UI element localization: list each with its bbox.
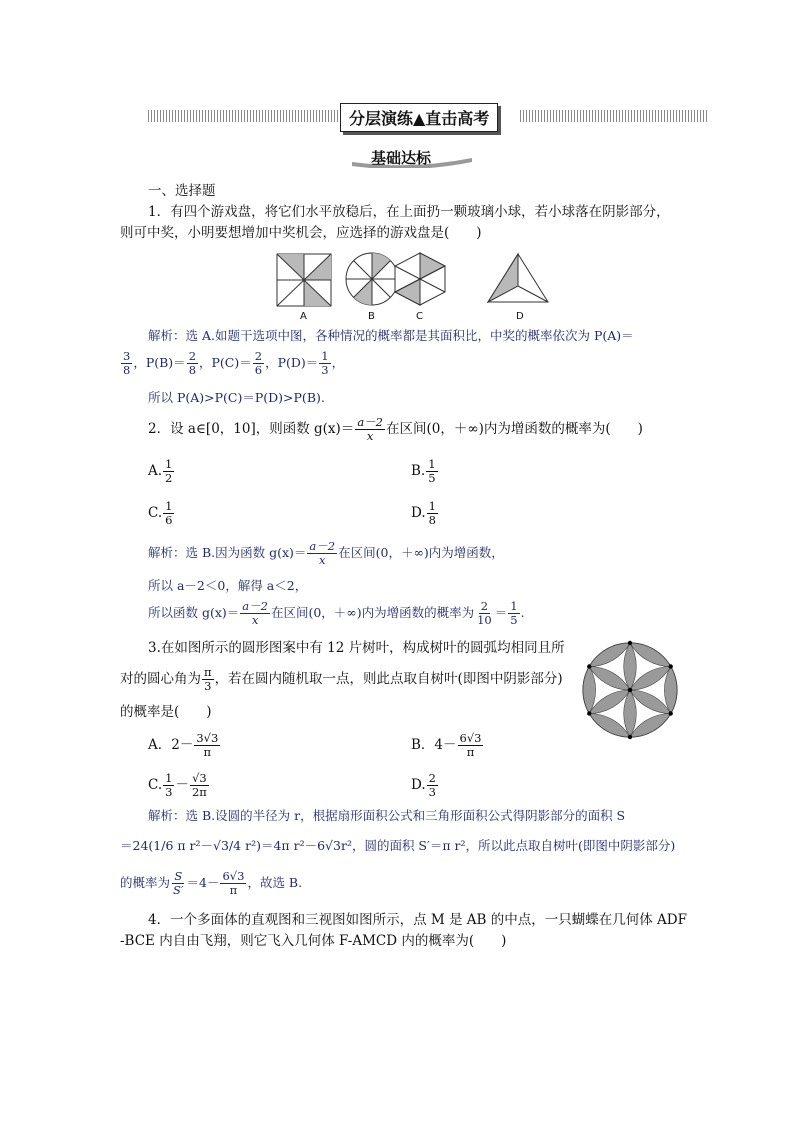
q2-solution-line2: 所以 a－2＜0，解得 a＜2， [148,578,308,593]
q2-option-c: C. $\frac{1}{6}$ [148,499,173,527]
vertex-dot [587,711,591,715]
q2-option-a: A. $\frac{1}{2}$ [148,457,173,485]
q2-solution-line1: 解析：选 B.因为函数 g(x)＝ $\frac{a-2}{x}$ 在区间(0，＋∞)内为增函数， [148,539,504,567]
vertex-dot [587,664,591,668]
board-d [488,254,548,302]
leaf-circle [580,640,680,740]
section-banner: 分层演练▲直击高考 [340,103,498,132]
q1-label-d: D [516,311,524,322]
game-boards [270,250,560,320]
subtitle: 基础达标 [371,149,432,167]
q1-label-c: C [416,311,423,322]
vertex-dot [628,641,632,645]
board-a [277,254,331,306]
q1-solution-line2: $\frac{3}{8}$ ，P(B)＝ $\frac{2}{8}$ ，P(C)＝ $\frac{2}{6}$ ，P(D)＝ $\frac{1}{3}$ ， [123,349,345,377]
q3-line3: 的概率是( ) [120,704,212,720]
q3-solution-line2: ＝24(1/6 π r²－√3/4 r²)＝4π r²－6√3r²，圆的面积 S′＝π r²，所以此点取自树叶(即图中阴影部分) [120,838,676,853]
q3-leaf-figure [580,640,680,740]
section-heading: 一、选择题 [148,183,216,199]
q1-figure [270,250,560,320]
vertex-dot [669,711,673,715]
q1-label-b: B [368,311,375,322]
board-c [395,253,445,305]
q3-option-a: A．2－ $\frac{3√3}{\pi}$ [148,731,219,759]
q3-option-c: C. $\frac{1}{3}$ － $\frac{√3}{2\pi}$ [148,771,207,799]
q2-option-d: D. $\frac{1}{8}$ [411,499,436,527]
q3-option-b: B．4－ $\frac{6√3}{\pi}$ [411,731,482,759]
q3-option-d: D. $\frac{2}{3}$ [411,771,436,799]
q2-solution-line3: 所以函数 g(x)＝ $\frac{a-2}{x}$ 在区间(0，＋∞)内为增函数的概率为 $\frac{2}{10}$ ＝ $\frac{1}{5}$ . [148,599,525,627]
q1-label-a: A [300,311,307,322]
header-rule-left [148,110,340,122]
q2-option-b: B. $\frac{1}{5}$ [411,457,436,485]
q1-line1: 1．有四个游戏盘，将它们水平放稳后，在上面扔一颗玻璃小球，若小球落在阴影部分， [148,204,670,220]
vertex-dot [669,664,673,668]
q3-solution-line3: 的概率为 $\frac{S}{S'}$ ＝4－ $\frac{6√3}{\pi}$ ，故选 B. [120,869,303,897]
q1-solution-line3: 所以 P(A)>P(C)＝P(D)>P(B). [148,390,325,405]
q4-line2: -BCE 内自由飞翔，则它飞入几何体 F-AMCD 内的概率为( ) [120,933,507,949]
q4-line1: 4．一个多面体的直观图和三视图如图所示，点 M 是 AB 的中点，一只蝴蝶在几何体 ADF [148,912,687,928]
board-b [346,253,398,305]
q1-solution-line1: 解析：选 A.如题干选项中图，各种情况的概率都是其面积比，中奖的概率依次为 P(A)＝ [148,328,634,343]
header-rule-right [520,110,708,122]
q1-line2: 则可中奖，小明要想增加中奖机会，应选择的游戏盘是( ) [120,225,482,241]
q3-line1: 3.在如图所示的圆形图案中有 12 片树叶，构成树叶的圆弧均相同且所 [148,640,565,656]
q2-stem: 2．设 a∈[0，10]，则函数 g(x)＝ $\frac{a-2}{x}$ 在区间(0，＋∞)内为增函数的概率为( ) [148,415,643,443]
q3-solution-line1: 解析：选 B.设圆的半径为 r，根据扇形面积公式和三角形面积公式得阴影部分的面积 S [148,808,626,823]
vertex-dot [628,735,632,739]
q3-line2: 对的圆心角为 $\frac{\pi}{3}$ ，若在圆内随机取一点，则此点取自树叶(即图中阴影部分) [120,665,563,693]
